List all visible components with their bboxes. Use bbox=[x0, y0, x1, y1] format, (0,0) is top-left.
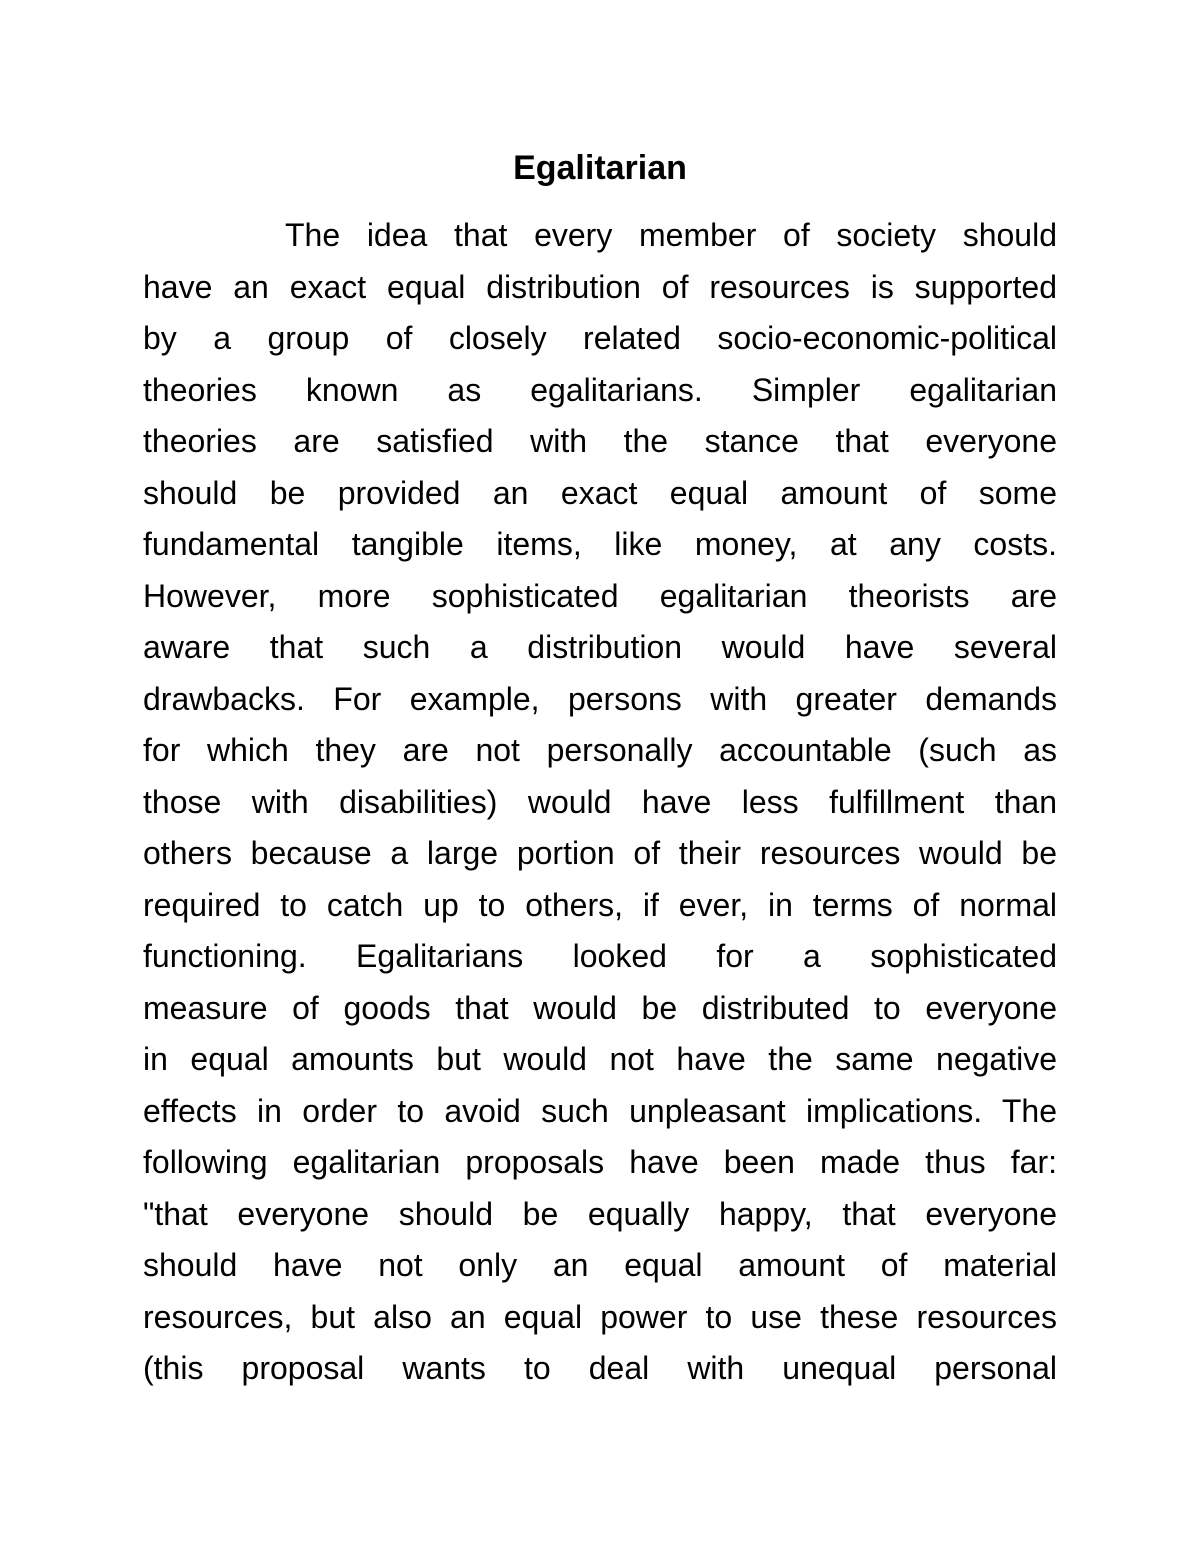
document-title: Egalitarian bbox=[513, 149, 687, 187]
paragraph-line: by a group of closely related socio-economic-political bbox=[143, 320, 1057, 356]
paragraph-line: functioning. Egalitarians looked for a sophisticated bbox=[143, 938, 1057, 974]
body-paragraph bbox=[143, 210, 1057, 1395]
paragraph-line: theories are satisfied with the stance that everyone bbox=[143, 423, 1057, 459]
paragraph-line: required to catch up to others, if ever, in terms of normal bbox=[143, 886, 1057, 923]
paragraph-line: resources, but also an equal power to use these resources bbox=[143, 1298, 1057, 1335]
paragraph-line: (this proposal wants to deal with unequal personal bbox=[143, 1350, 1057, 1386]
paragraph-line: should have not only an equal amount of material bbox=[143, 1247, 1057, 1283]
paragraph-line: However, more sophisticated egalitarian theorists are bbox=[143, 577, 1057, 614]
paragraph-line: for which they are not personally accountable (such as bbox=[143, 732, 1057, 768]
paragraph-line: in equal amounts but would not have the same negative bbox=[143, 1041, 1057, 1077]
paragraph-line: drawbacks. For example, persons with greater demands bbox=[143, 680, 1057, 717]
paragraph-line: effects in order to avoid such unpleasant implications. The bbox=[143, 1092, 1057, 1129]
paragraph-line: those with disabilities) would have less fulfillment than bbox=[143, 783, 1057, 820]
paragraph-line: others because a large portion of their resources would be bbox=[143, 835, 1057, 871]
paragraph-line: The idea that every member of society should bbox=[285, 217, 1057, 253]
paragraph-line: should be provided an exact equal amount of some bbox=[143, 474, 1057, 511]
paragraph-line: measure of goods that would be distributed to everyone bbox=[143, 989, 1057, 1026]
paragraph-line: fundamental tangible items, like money, at any costs. bbox=[143, 526, 1057, 562]
paragraph-line: "that everyone should be equally happy, that everyone bbox=[143, 1195, 1057, 1232]
paragraph-line: have an exact equal distribution of resources is supported bbox=[143, 268, 1057, 305]
paragraph-line: aware that such a distribution would have several bbox=[143, 629, 1057, 665]
paragraph-line: following egalitarian proposals have been made thus far: bbox=[143, 1144, 1057, 1180]
paragraph-line: theories known as egalitarians. Simpler egalitarian bbox=[143, 371, 1057, 408]
